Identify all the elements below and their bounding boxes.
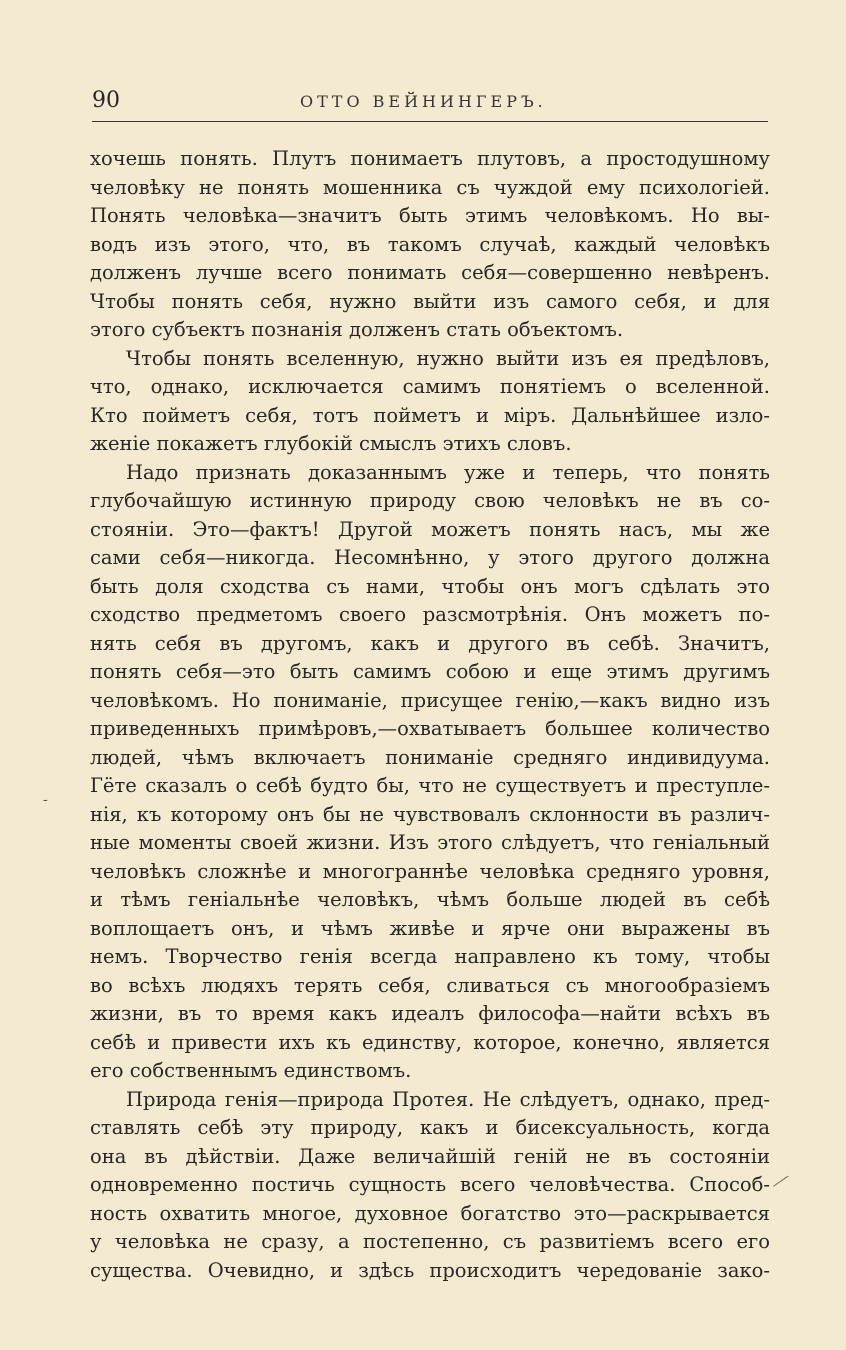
text-line: воплощаетъ онъ, и чѣмъ живѣе и ярче они выражены въ: [90, 916, 770, 940]
margin-mark: [773, 1176, 793, 1194]
body-text: [90, 145, 770, 1285]
text-line: человѣку не понять мошенника съ чуждой ему психологіей.: [90, 175, 770, 199]
text-line: и тѣмъ геніальнѣе человѣкъ, чѣмъ больше людей въ себѣ: [90, 888, 770, 911]
text-line: во всѣхъ людяхъ терять себя, сливаться съ многообразіемъ: [90, 973, 770, 997]
text-line: немъ. Творчество генія всегда направлено къ тому, чтобы: [90, 945, 770, 968]
text-line: ставлять себѣ эту природу, какъ и бисексуальность, когда: [90, 1116, 770, 1139]
text-line: нять себя въ другомъ, какъ и другого въ себѣ. Значитъ,: [90, 631, 770, 655]
text-line: человѣкомъ. Но пониманіе, присущее генію,—какъ видно изъ: [90, 688, 770, 712]
text-line: людей, чѣмъ включаетъ пониманіе средняго индивидуума.: [90, 745, 770, 769]
text-line: Гёте сказалъ о себѣ будто бы, что не существуетъ и преступле-: [90, 774, 770, 797]
text-line: ные моменты своей жизни. Изъ этого слѣдуетъ, что геніальный: [90, 831, 770, 854]
text-line: понять себя—это быть самимъ собою и еще этимъ другимъ: [90, 660, 770, 683]
text-line: Чтобы понять вселенную, нужно выйти изъ ея предѣловъ,: [126, 346, 770, 370]
text-line: Надо признать доказаннымъ уже и теперь, что понять: [126, 460, 770, 484]
text-line: ность охватить многое, духовное богатство это—раскрывается: [90, 1201, 770, 1225]
text-line: себѣ и привести ихъ къ единству, которое, конечно, является: [90, 1030, 770, 1054]
text-line: что, однако, исключается самимъ понятіемъ о вселенной.: [90, 375, 770, 398]
text-line: его собственнымъ единствомъ.: [90, 1059, 412, 1082]
text-line: сходство предметомъ своего разсмотрѣнія. Онъ можетъ по-: [90, 603, 770, 626]
text-line: этого субъектъ познанія долженъ стать объектомъ.: [90, 318, 624, 341]
text-line: хочешь понять. Плутъ понимаетъ плутовъ, а простодушному: [90, 147, 770, 170]
header-rule: [92, 121, 768, 122]
margin-mark: -: [43, 792, 48, 808]
text-line: глубочайшую истинную природу свою человѣкъ не въ со-: [90, 489, 770, 512]
text-line: Природа генія—природа Протея. Не слѣдуетъ, однако, пред-: [126, 1087, 770, 1111]
text-line: существа. Очевидно, и здѣсь происходитъ чередованіе зако-: [90, 1258, 770, 1282]
page-header: [92, 88, 768, 118]
text-line: приведенныхъ примѣровъ,—охватываетъ большее количество: [90, 717, 770, 740]
text-line: у человѣка не сразу, а постепенно, съ развитіемъ всего его: [90, 1230, 770, 1253]
text-line: водъ изъ этого, что, въ такомъ случаѣ, каждый человѣкъ: [90, 232, 770, 256]
text-line: Понять человѣка—значитъ быть этимъ человѣкомъ. Но вы-: [90, 204, 770, 227]
text-line: человѣкъ сложнѣе и многограннѣе человѣка средняго уровня,: [90, 859, 770, 883]
text-line: жизни, въ то время какъ идеалъ философа—найти всѣхъ въ: [90, 1002, 770, 1025]
text-line: быть доля сходства съ нами, чтобы онъ могъ сдѣлать это: [90, 574, 770, 598]
text-line: сами себя—никогда. Несомнѣнно, у этого другого должна: [90, 546, 770, 569]
text-line: нія, къ которому онъ бы не чувствовалъ склонности въ различ-: [90, 802, 770, 826]
page-number: 90: [92, 88, 120, 113]
text-line: Кто пойметъ себя, тотъ пойметъ и міръ. Дальнѣйшее изло-: [90, 403, 770, 427]
text-line: женіе покажетъ глубокій смыслъ этихъ словъ.: [90, 432, 572, 455]
text-line: долженъ лучше всего понимать себя—совершенно невѣренъ.: [90, 261, 770, 284]
text-line: она въ дѣйствіи. Даже величайшій геній не въ состояніи: [90, 1144, 770, 1168]
running-title: ОТТО ВЕЙНИНГЕРЪ.: [300, 92, 547, 111]
text-line: одновременно постичь сущность всего человѣчества. Способ-: [90, 1173, 770, 1196]
text-line: стояніи. Это—фактъ! Другой можетъ понять насъ, мы же: [90, 517, 770, 541]
text-line: Чтобы понять себя, нужно выйти изъ самого себя, и для: [90, 289, 770, 313]
